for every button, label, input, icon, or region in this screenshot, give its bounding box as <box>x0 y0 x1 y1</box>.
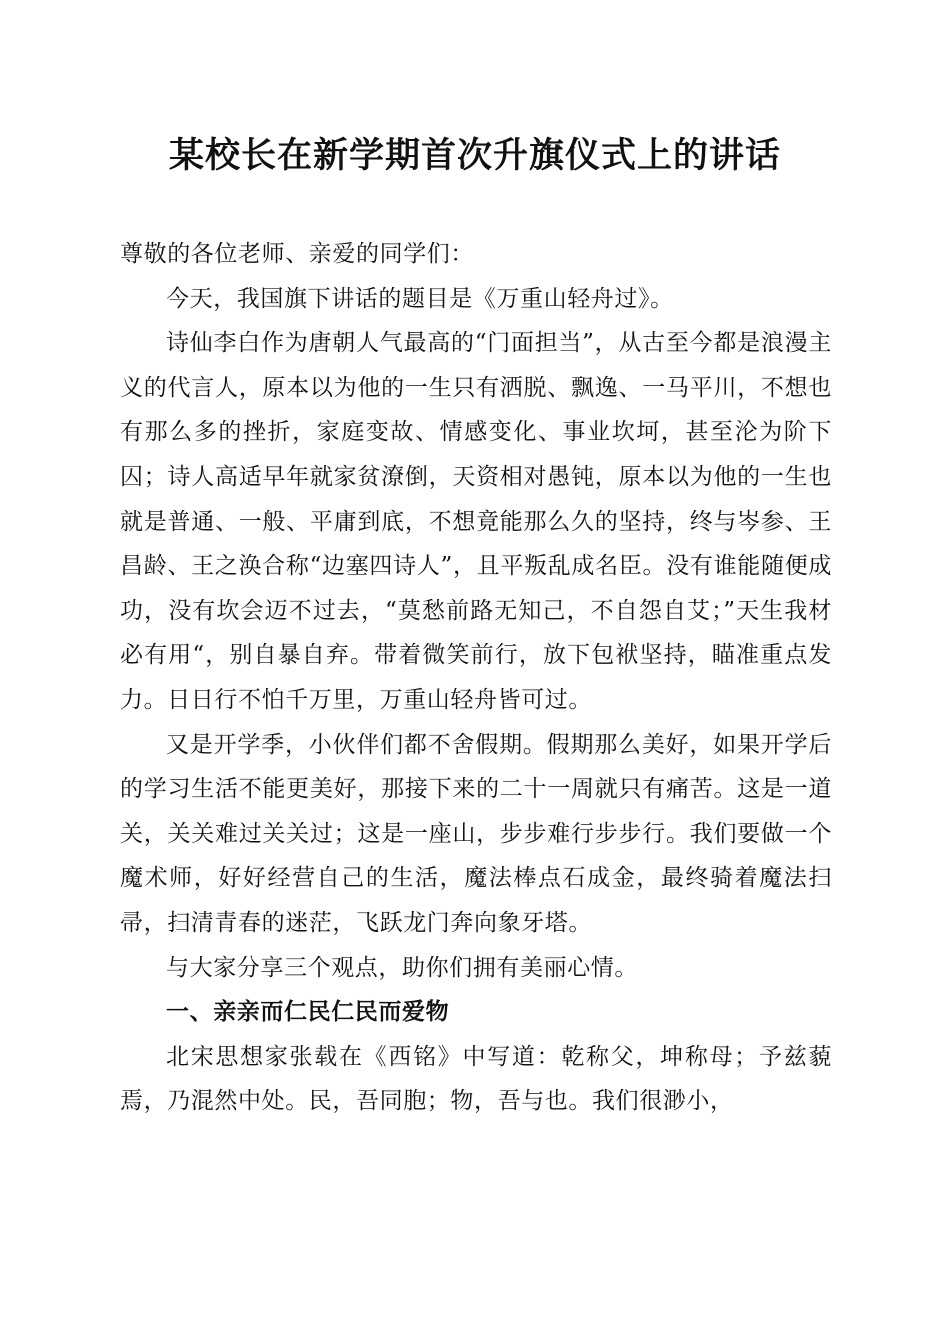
section-heading: 一、亲亲而仁民仁民而爱物 <box>166 999 450 1026</box>
paragraph-2: 诗仙李白作为唐朝人气最高的“门面担当”，从古至今都是浪漫主义的代言人，原本以为他的一生只有洒脱、飘逸、一马平川，不想也有那么多的挫折，家庭变故、情感变化、事业坎坷，甚至沦为阶下囚；诗人高适早年就家贫潦倒，天资相对愚钝，原本以为他的一生也就是普通、一般、平庸到底，不想竟能那么久的坚持，终与岑参、王昌龄、王之涣合称“边塞四诗人”，且平叛乱成名臣。没有谁能随便成功，没有坎会迈不过去，“莫愁前路无知己，不自怨自艾；”天生我材必有用“，别自暴自弃。带着微笑前行，放下包袱坚持，瞄准重点发力。日日行不怕千万里，万重山轻舟皆可过。 <box>120 330 832 713</box>
paragraph-1: 今天，我国旗下讲话的题目是《万重山轻舟过》。 <box>166 285 674 312</box>
section-paragraph: 北宋思想家张载在《西铭》中写道：乾称父，坤称母；予兹藐焉，乃混然中处。民，吾同胞；物，吾与也。我们很渺小， <box>120 1043 832 1115</box>
document-body <box>120 232 832 1124</box>
salutation: 尊敬的各位老师、亲爱的同学们： <box>120 241 474 267</box>
paragraph-3: 又是开学季，小伙伴们都不舍假期。假期那么美好，如果开学后的学习生活不能更美好，那接下来的二十一周就只有痛苦。这是一道关，关关难过关关过；这是一座山，步步难行步步行。我们要做一个魔术师，好好经营自己的生活，魔法棒点石成金，最终骑着魔法扫帚，扫清青春的迷茫，飞跃龙门奔向象牙塔。 <box>120 731 832 936</box>
paragraph-4: 与大家分享三个观点，助你们拥有美丽心情。 <box>166 954 638 981</box>
document-title: 某校长在新学期首次升旗仪式上的讲话 <box>168 135 781 176</box>
